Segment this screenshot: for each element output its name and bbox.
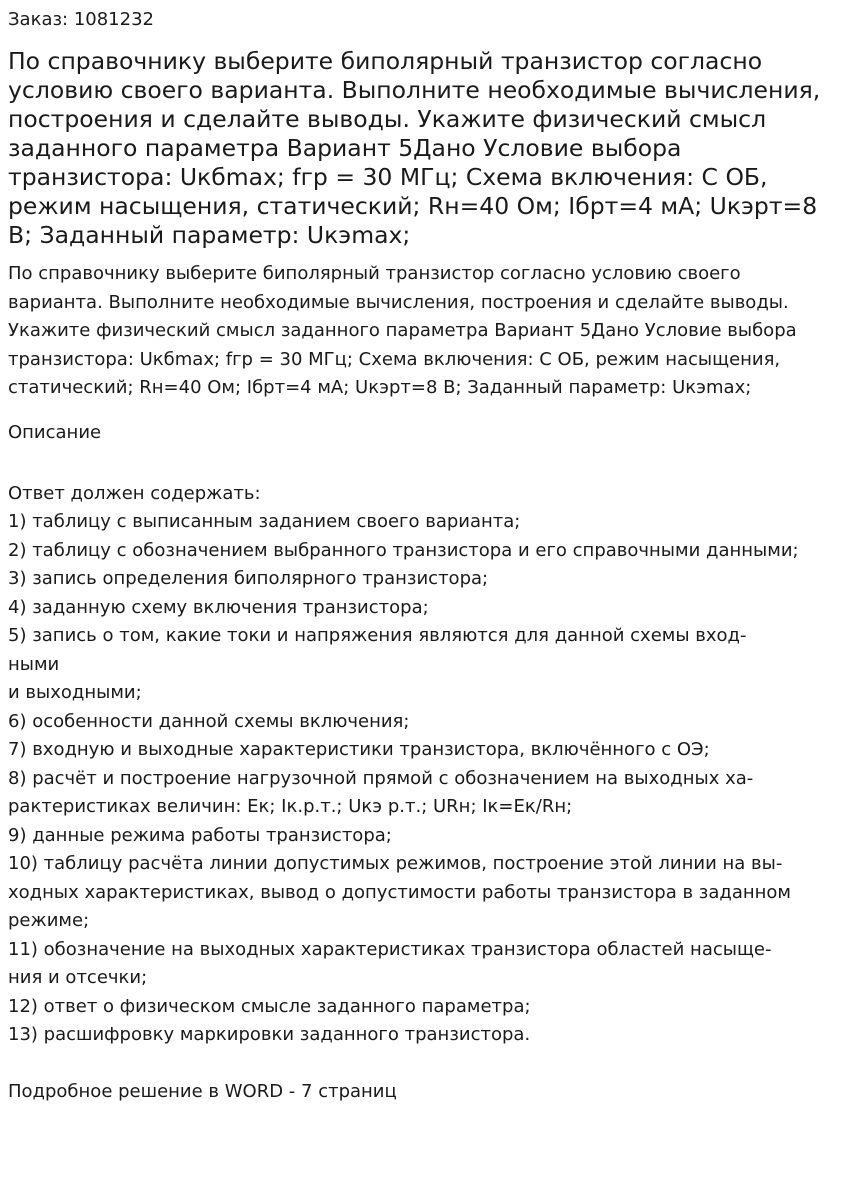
description-heading: Описание [8,421,102,443]
task-description: По справочнику выберите биполярный транзистор согласно условию своего варианта. Выполните необходимые вычисления, построения и сделайте выводы. Укажите физический смысл заданного параметра Вариант 5Дано Условие выбора транзистора: Uкбmax; fгр = 30 МГц; Схема включения: С ОБ, режим насыщения, статический; Rн=40 Ом; Iбрт=4 мА; Uкэрт=8 В; Заданный параметр: Uкэmax; [8,263,797,398]
list-item: 9) данные режима работы транзистора; [8,824,392,846]
list-item: 1) таблицу с выписанным заданием своего варианта; [8,511,521,532]
list-item: 10) таблицу расчёта линии допустимых режимов, построение этой линии на вы- ходных характеристиках, вывод о допустимости работы транзистора в заданном режиме; [8,853,792,931]
answer-requirements-intro: Ответ должен содержать: [8,482,261,504]
list-item: 7) входную и выходные характеристики транзистора, включённого с ОЭ; [8,739,710,760]
list-item: 11) обозначение на выходных характеристиках транзистора областей насыще- ния и отсечки; [8,938,772,988]
list-item: 12) ответ о физическом смысле заданного параметра; [8,995,531,1017]
list-item: 4) заданную схему включения транзистора; [8,596,429,618]
list-item: 3) запись определения биполярного транзистора; [8,568,489,589]
order-number: Заказ: 1081232 [8,9,154,30]
list-item: 2) таблицу с обозначением выбранного транзистора и его справочными данными; [8,539,799,561]
list-item: 6) особенности данной схемы включения; [8,710,410,732]
list-item: 8) расчёт и построение нагрузочной прямой с обозначением на выходных ха- рактеристиках величин: Ек; Iк.р.т.; Uкэ р.т.; URн; Iк=Ек/Rн; [8,767,754,817]
list-item: 13) расшифровку маркировки заданного транзистора. [8,1024,531,1045]
solution-note: Подробное решение в WORD - 7 страниц [8,1080,397,1102]
list-item: 5) запись о том, какие токи и напряжения являются для данной схемы вход- ными и выходными; [8,625,747,703]
page-title: По справочнику выберите биполярный транзистор согласно условию своего варианта. Выполните необходимые вычисления, построения и сделайте выводы. Укажите физический смысл заданного параметра Вариант 5Дано Условие выбора транзистора: Uкбmax; fгр = 30 МГц; Схема включения: С ОБ, режим насыщения, статический; Rн=40 Ом; Iбрт=4 мА; Uкэрт=8 В; Заданный параметр: Uкэmax; [8,47,821,249]
requirements-list [8,508,839,1050]
